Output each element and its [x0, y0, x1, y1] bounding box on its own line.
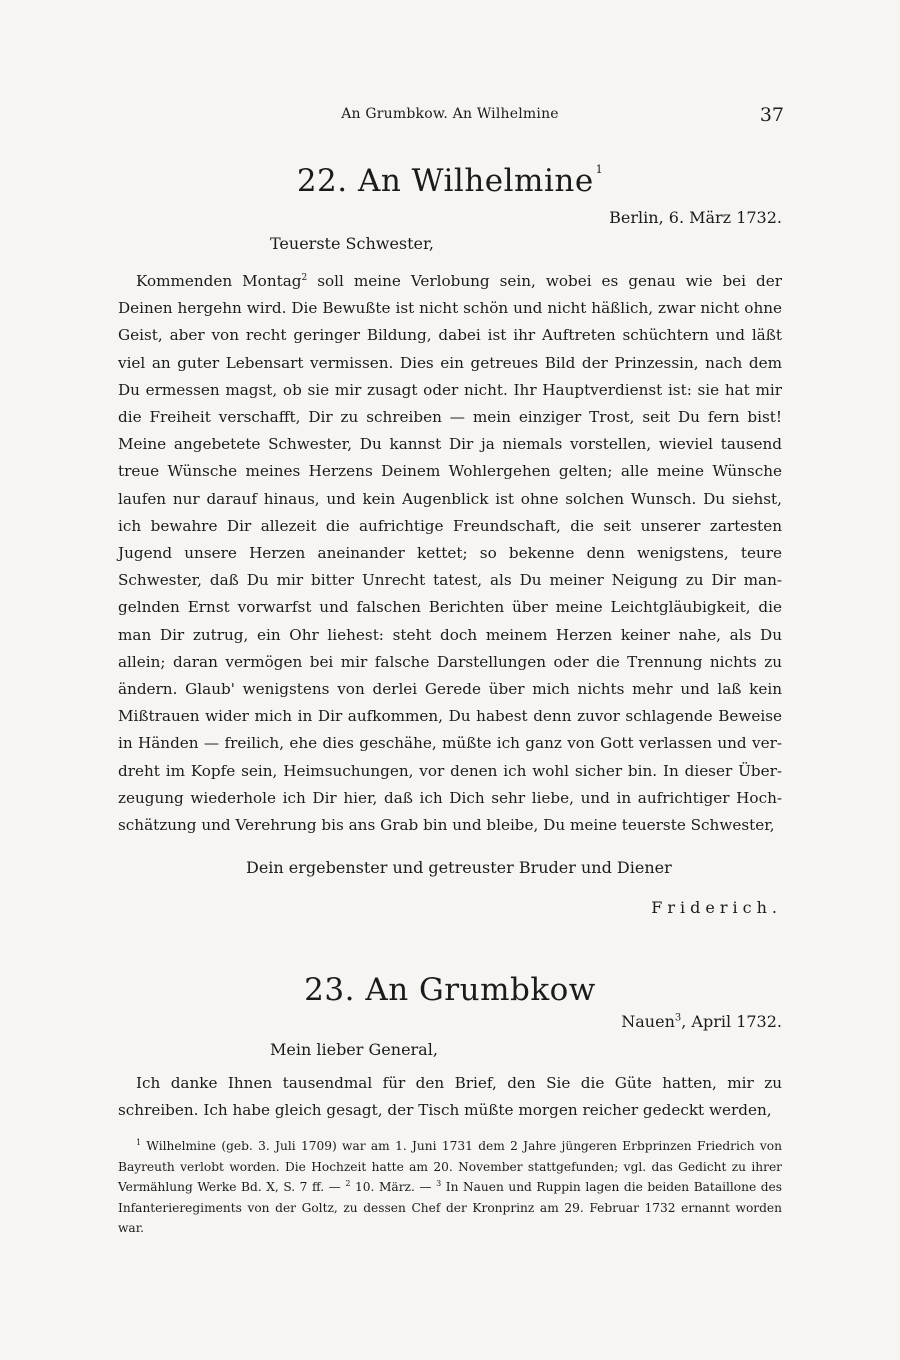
letter-22-heading: [118, 163, 782, 199]
footnote-mark-1: 1: [595, 163, 604, 176]
letter-22-text: soll meine Verlobung sein, wobei es genau wie bei der Deinen hergehn wird. Die Bewußte ist nicht schön und nicht häßlich, zwar nicht ohne Geist, aber von recht geringer Bildung, dabei ist ihr Auftreten schüchtern und läßt viel an guter Lebensart vermissen. Dies ein getreues Bild der Prinzessin, nach dem Du ermessen magst, ob sie mir zusagt oder nicht. Ihr Hauptverdienst ist: sie hat mir die Freiheit verschafft, Dir zu schreiben — mein einziger Trost, seit Du fern bist! Meine angebetete Schwester, Du kannst Dir ja niemals vorstellen, wieviel tausend treue Wünsche meines Herzens Deinem Wohlergehen gelten; alle meine Wünsche laufen nur darauf hinaus, und kein Augenblick ist ohne solchen Wunsch. Du siehst, ich bewahre Dir allezeit die aufrichtige Freundschaft, die seit unserer zartesten Jugend unsere Herzen aneinander kettet; so bekenne denn wenigstens, teure Schwester, daß Du mir bitter Unrecht tatest, als Du meiner Neigung zu Dir mangelnden Ernst vorwarfst und falschen Berichten über meine Leichtgläubigkeit, die man Dir zutrug, ein Ohr liehest: steht doch meinem Herzen keiner nahe, als Du allein; daran vermögen bei mir falsche Darstellungen oder die Trennung nichts zu ändern. Glaub' wenigstens von derlei Gerede über mich nichts mehr und laß kein Mißtrauen wider mich in Dir aufkommen, Du habest denn zuvor schlagende Beweise in Händen — freilich, ehe dies geschähe, müßte ich ganz von Gott verlassen und verdreht im Kopfe sein, Heimsuchungen, vor denen ich wohl sicher bin. In dieser Überzeugung wiederhole ich Dir hier, daß ich Dich sehr liebe, und in aufrichtiger Hochschätzung und Verehrung bis ans Grab bin und bleibe, Du meine teuerste Schwester,: [118, 272, 782, 835]
footnotes: [118, 1136, 782, 1239]
footnote-3-mark: 3: [436, 1178, 442, 1188]
letter-22-text-start: Kommenden Montag: [136, 272, 302, 290]
footnote-2-mark: 2: [345, 1178, 351, 1188]
letter-23-salutation: Mein lieber General,: [270, 1040, 438, 1059]
page-number: 37: [759, 104, 784, 126]
letter-23-text: Ich danke Ihnen tausendmal für den Brief, den Sie die Güte hatten, mir zu schreiben. Ich habe gleich gesagt, der Tisch müßte morgen reicher gedeckt werden,: [118, 1074, 782, 1120]
footnote-1-text: Wilhelmine (geb. 3. Juli 1709) war am 1. Juni 1731 dem 2 Jahre jüngeren Erbprinzen Friedrich von Bayreuth verlobt worden. Die Hochzeit hatte am 20. November stattgefunden; vgl. das Gedicht zu ihrer Vermählung Werke Bd. X, S. 7 ff. —: [118, 1139, 782, 1194]
letter-23-date: , April 1732.: [681, 1012, 782, 1031]
letter-22-place-date: Berlin, 6. März 1732.: [609, 208, 782, 227]
letter-22-salutation: Teuerste Schwester,: [270, 234, 434, 253]
footnote-1-mark: 1: [136, 1137, 142, 1147]
letter-22-signature: Friderich.: [651, 898, 782, 917]
letter-22-title: 22. An Wilhelmine: [296, 163, 594, 199]
footnote-mark-2: 2: [301, 272, 308, 283]
letter-23-title: 23. An Grumbkow: [304, 972, 596, 1008]
footnote-2-text: 10. März. —: [350, 1180, 437, 1194]
footnote-3-text: In Nauen und Ruppin lagen die beiden Bataillone des Infanterieregiments von der Goltz, zu dessen Chef der Kronprinz am 29. Februar 1732 ernannt worden war.: [118, 1180, 782, 1235]
letter-23-body: [118, 1070, 782, 1124]
letter-23-place-date: [621, 1012, 782, 1031]
letter-22-body: [118, 268, 782, 839]
letter-23-heading: [118, 972, 782, 1008]
letter-23-place: Nauen: [621, 1012, 675, 1031]
running-head-title: An Grumbkow. An Wilhelmine: [341, 106, 559, 122]
running-head: [118, 104, 782, 128]
footnote-mark-3: 3: [674, 1012, 682, 1024]
letter-22-closing: Dein ergebenster und getreuster Bruder und Diener: [246, 858, 672, 877]
